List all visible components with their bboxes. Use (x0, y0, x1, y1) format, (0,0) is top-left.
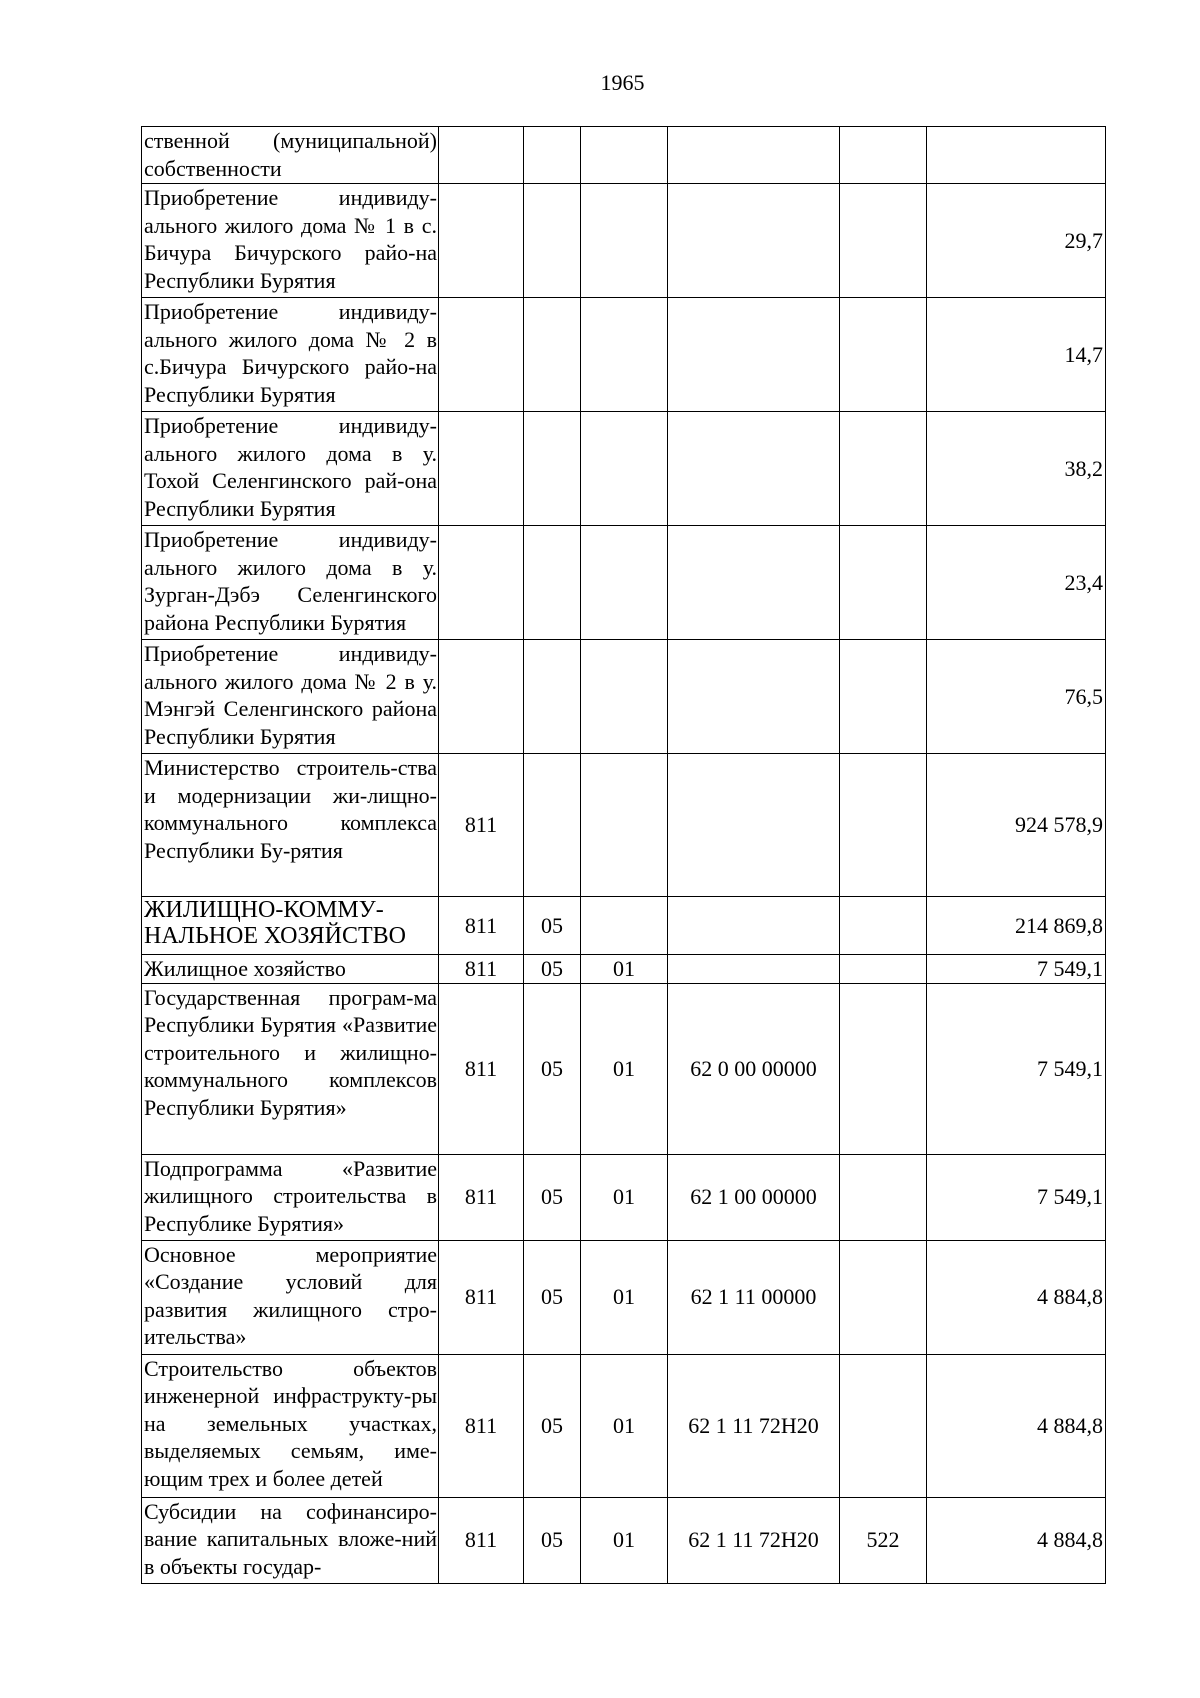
expense-type-code (840, 1154, 927, 1240)
table-row (142, 754, 1106, 897)
expense-type-code (840, 1240, 927, 1354)
table-row (142, 127, 1106, 184)
target-article-code (668, 184, 840, 298)
expense-type-code (840, 412, 927, 526)
target-article-code (668, 526, 840, 640)
target-article-code (668, 640, 840, 754)
expense-type-code (840, 298, 927, 412)
amount: 14,7 (927, 298, 1106, 412)
table-row (142, 897, 1106, 955)
section-code: 05 (524, 1240, 581, 1354)
section-code: 05 (524, 955, 581, 984)
row-name: Строительство объектов инженерной инфраструкту-ры на земельных участках, выделяемых семьям, име-ющим трех и более детей (142, 1354, 439, 1497)
admin-code: 811 (439, 897, 524, 955)
subsection-code (581, 640, 668, 754)
admin-code: 811 (439, 955, 524, 984)
table-row (142, 640, 1106, 754)
budget-table (141, 126, 1106, 1584)
section-code: 05 (524, 1354, 581, 1497)
section-code: 05 (524, 897, 581, 955)
section-code (524, 526, 581, 640)
section-code: 05 (524, 1497, 581, 1583)
admin-code: 811 (439, 1154, 524, 1240)
section-code (524, 640, 581, 754)
table-row (142, 1154, 1106, 1240)
table-row (142, 298, 1106, 412)
amount: 7 549,1 (927, 955, 1106, 984)
amount: 29,7 (927, 184, 1106, 298)
subsection-code: 01 (581, 983, 668, 1154)
amount: 4 884,8 (927, 1354, 1106, 1497)
amount: 924 578,9 (927, 754, 1106, 897)
admin-code (439, 127, 524, 184)
row-name: ЖИЛИЩНО-КОММУ-НАЛЬНОЕ ХОЗЯЙСТВО (142, 897, 439, 955)
page-number: 1965 (600, 70, 645, 95)
table-row (142, 1240, 1106, 1354)
target-article-code: 62 1 11 72Н20 (668, 1354, 840, 1497)
admin-code: 811 (439, 1354, 524, 1497)
table-row (142, 412, 1106, 526)
expense-type-code (840, 754, 927, 897)
target-article-code (668, 897, 840, 955)
table-row (142, 955, 1106, 984)
amount: 214 869,8 (927, 897, 1106, 955)
table-row (142, 184, 1106, 298)
admin-code (439, 298, 524, 412)
amount: 4 884,8 (927, 1240, 1106, 1354)
expense-type-code (840, 526, 927, 640)
subsection-code: 01 (581, 1154, 668, 1240)
table-row (142, 983, 1106, 1154)
section-code: 05 (524, 983, 581, 1154)
section-code (524, 412, 581, 526)
expense-type-code (840, 640, 927, 754)
row-name: Государственная програм-ма Республики Бурятия «Развитие строительного и жилищно-коммунального комплексов Республики Бурятия» (142, 983, 439, 1154)
admin-code: 811 (439, 983, 524, 1154)
target-article-code (668, 955, 840, 984)
subsection-code (581, 298, 668, 412)
subsection-code: 01 (581, 955, 668, 984)
row-name: Основное мероприятие «Создание условий для развития жилищного стро-ительства» (142, 1240, 439, 1354)
row-name: Подпрограмма «Развитие жилищного строительства в Республике Бурятия» (142, 1154, 439, 1240)
subsection-code: 01 (581, 1497, 668, 1583)
amount: 4 884,8 (927, 1497, 1106, 1583)
row-name: Министерство строитель-ства и модернизации жи-лищно-коммунального комплекса Республики Бу-рятия (142, 754, 439, 897)
admin-code: 811 (439, 754, 524, 897)
amount: 7 549,1 (927, 1154, 1106, 1240)
expense-type-code (840, 897, 927, 955)
section-code (524, 754, 581, 897)
amount: 7 549,1 (927, 983, 1106, 1154)
subsection-code: 01 (581, 1240, 668, 1354)
section-code (524, 298, 581, 412)
row-name: ственной (муниципальной) собственности (142, 127, 439, 184)
table-row (142, 526, 1106, 640)
subsection-code: 01 (581, 1354, 668, 1497)
expense-type-code: 522 (840, 1497, 927, 1583)
amount: 76,5 (927, 640, 1106, 754)
admin-code (439, 640, 524, 754)
expense-type-code (840, 184, 927, 298)
subsection-code (581, 754, 668, 897)
subsection-code (581, 412, 668, 526)
admin-code: 811 (439, 1497, 524, 1583)
section-code (524, 127, 581, 184)
target-article-code (668, 754, 840, 897)
table-row (142, 1354, 1106, 1497)
row-name: Жилищное хозяйство (142, 955, 439, 984)
amount: 38,2 (927, 412, 1106, 526)
target-article-code (668, 127, 840, 184)
expense-type-code (840, 127, 927, 184)
target-article-code (668, 298, 840, 412)
expense-type-code (840, 983, 927, 1154)
section-code (524, 184, 581, 298)
subsection-code (581, 526, 668, 640)
target-article-code: 62 1 11 72Н20 (668, 1497, 840, 1583)
expense-type-code (840, 955, 927, 984)
amount (927, 127, 1106, 184)
subsection-code (581, 897, 668, 955)
row-name: Субсидии на софинансиро-вание капитальных вложе-ний в объекты государ- (142, 1497, 439, 1583)
admin-code (439, 526, 524, 640)
target-article-code: 62 1 00 00000 (668, 1154, 840, 1240)
target-article-code (668, 412, 840, 526)
subsection-code (581, 184, 668, 298)
amount: 23,4 (927, 526, 1106, 640)
section-code: 05 (524, 1154, 581, 1240)
row-name: Приобретение индивиду-ального жилого дома в у. Зурган-Дэбэ Селенгинского района Республики Бурятия (142, 526, 439, 640)
expense-type-code (840, 1354, 927, 1497)
row-name: Приобретение индивиду-ального жилого дома № 2 в у. Мэнгэй Селенгинского района Республики Бурятия (142, 640, 439, 754)
row-name: Приобретение индивиду-ального жилого дома № 1 в с. Бичура Бичурского райо-на Республики Бурятия (142, 184, 439, 298)
admin-code: 811 (439, 1240, 524, 1354)
row-name: Приобретение индивиду-ального жилого дома в у. Тохой Селенгинского рай-она Республики Бурятия (142, 412, 439, 526)
table-row (142, 1497, 1106, 1583)
target-article-code: 62 0 00 00000 (668, 983, 840, 1154)
row-name: Приобретение индивиду-ального жилого дома № 2 в с.Бичура Бичурского райо-на Республики Бурятия (142, 298, 439, 412)
admin-code (439, 412, 524, 526)
subsection-code (581, 127, 668, 184)
target-article-code: 62 1 11 00000 (668, 1240, 840, 1354)
admin-code (439, 184, 524, 298)
